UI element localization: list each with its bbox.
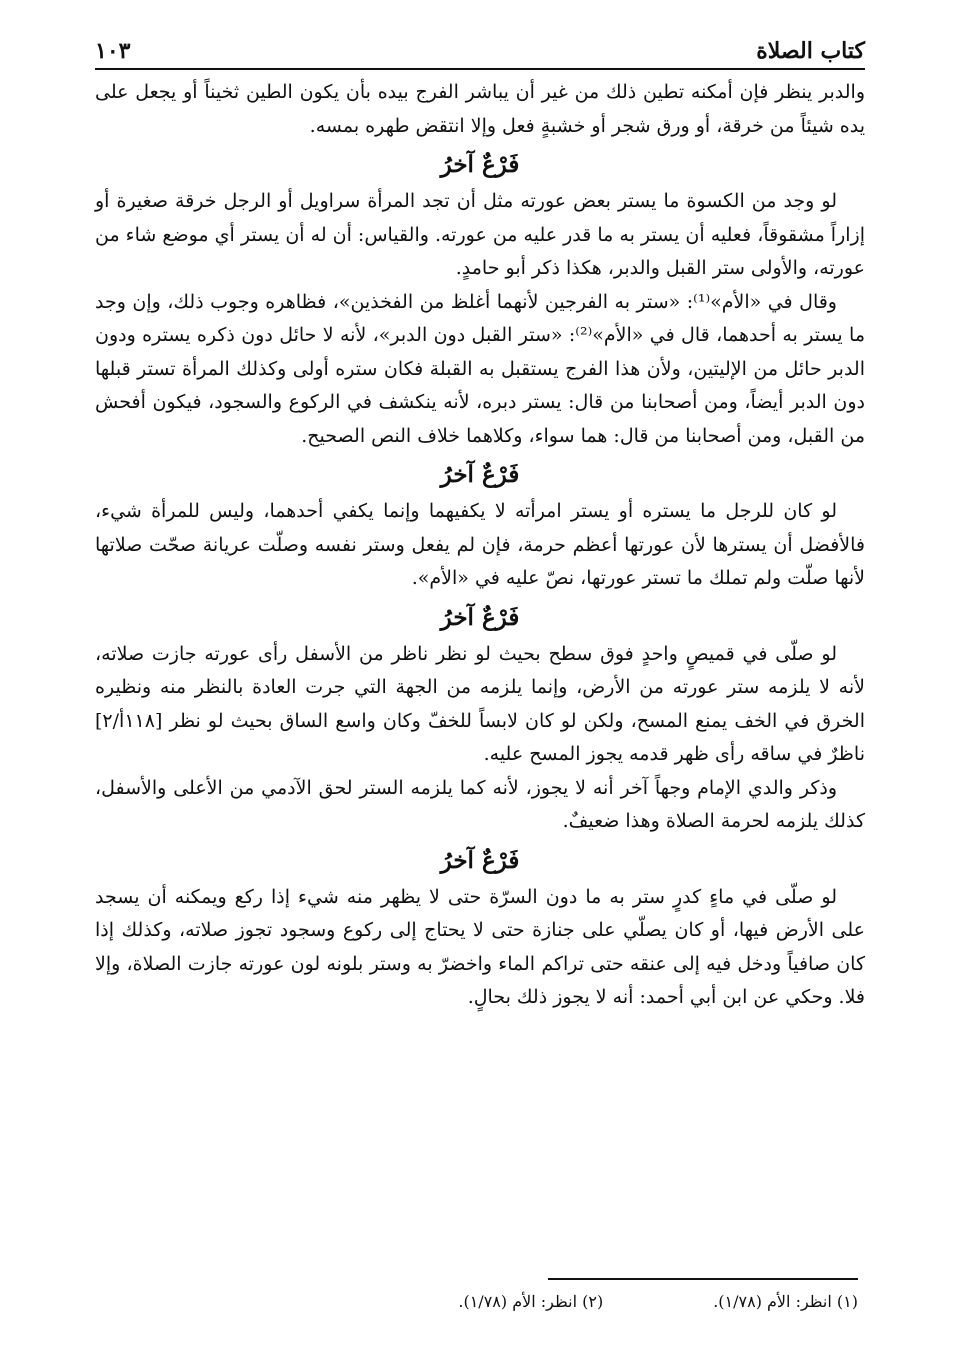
page [95,28,865,1015]
footnotes [88,1292,858,1311]
paragraph: والدبر ينظر فإن أمكنه تطين ذلك من غير أن يباشر الفرج بيده بأن يكون الطين ثخيناً أو يجعل على يده شيئاً من خرقة، أو ورق شجر أو خشبةٍ فعل وإلا انتقض طهره بمسه. [95,81,865,137]
footnote-2: (٢) انظر: الأم (١/٧٨). [458,1292,604,1311]
running-header [95,28,865,70]
section-heading: فَرْعٌ آخرُ [440,846,520,874]
paragraph: لو صلّى في ماءٍ كدرٍ ستر به ما دون السرّة حتى لا يظهر منه شيء إذا ركع ويمكنه أن يسجد على الأرض فيها، أو كان يصلّي على جنازة حتى لا يحتاج إلى ركوع وسجود تجوز صلاته، وكذلك إذا كان صافياً ودخل فيه إلى عنقه حتى تراكم الماء واخضرّ به وستر بلونه لون عورته جازت الصلاة، وإلا فلا. وحكي عن ابن أبي أحمد: أنه لا يجوز ذلك بحالٍ. [95,885,865,1008]
section-heading: فَرْعٌ آخرُ [440,461,520,488]
paragraph: لو صلّى في قميصٍ واحدٍ فوق سطح بحيث لو نظر ناظر من الأسفل رأى عورته جازت صلاته، لأنه لا يلزمه ستر عورته من الأرض، وإنما يلزمه من الجهة التي جرت العادة بالنظر منه ونظيره الخرق في الخف يمنع المسح، ولكن لو كان لابساً للخفّ وكان واسع الساق بحيث لو نظر [١١٨أ/٢] ناظرٌ في ساقه رأى ظهر قدمه يجوز المسح عليه. [95,642,865,765]
page-number: ١٠٣ [95,38,140,64]
paragraph: لو وجد من الكسوة ما يستر بعض عورته مثل أن تجد المرأة سراويل أو الرجل خرقة صغيرة أو إزاراً مشقوقاً، فعليه أن يستر به ما قدر عليه من عورته. والقياس: أن له أن يستر أي موضع شاء من عورته، والأولى ستر القبل والدبر، هكذا ذكر أبو حامدٍ. [95,190,865,279]
paragraph: لو كان للرجل ما يستره أو يستر امرأته لا يكفيهما وإنما يكفي أحدهما، وليس للمرأة شيء، فالأفضل أن يسترها لأن عورتها أعظم حرمة، فإن لم يفعل وستر نفسه وصلّت عريانة صحّت صلاتها لأنها صلّت ولم تملك ما تستر عورتها، نصّ عليه في «الأم». [95,500,865,589]
footnote-1: (١) انظر: الأم (١/٧٨). [713,1292,858,1311]
section-heading: فَرْعٌ آخرُ [440,603,520,631]
footnote-divider [548,1278,858,1280]
paragraph: وقال في «الأم»⁽¹⁾: «ستر به الفرجين لأنهما أغلظ من الفخذين»، فظاهره وجوب ذلك، وإن وجد ما يستر به أحدهما، قال في «الأم»⁽²⁾: «ستر القبل دون الدبر»، لأنه لا حائل دون ذكره يستره ودون الدبر حائل من الإليتين، ولأن هذا الفرج يستقبل به القبلة فكان ستره أولى وكذلك المرأة تستر قبلها دون الدبر أيضاً، ومن أصحابنا من قال: يستر دبره، لأنه ينكشف في الركوع والسجود، فيكون أفحش من القبل، ومن أصحابنا من قال: هما سواء، وكلاهما خلاف النص الصحيح. [95,290,865,447]
paragraph: وذكر والدي الإمام وجهاً آخر أنه لا يجوز، لأنه كما يلزمه الستر لحق الآدمي من الأعلى والأسفل، كذلك يلزمه لحرمة الصلاة وهذا ضعيفٌ. [95,776,865,832]
book-title: كتاب الصلاة [746,38,865,64]
section-heading: فَرْعٌ آخرُ [440,151,520,178]
body-text [95,76,865,1015]
